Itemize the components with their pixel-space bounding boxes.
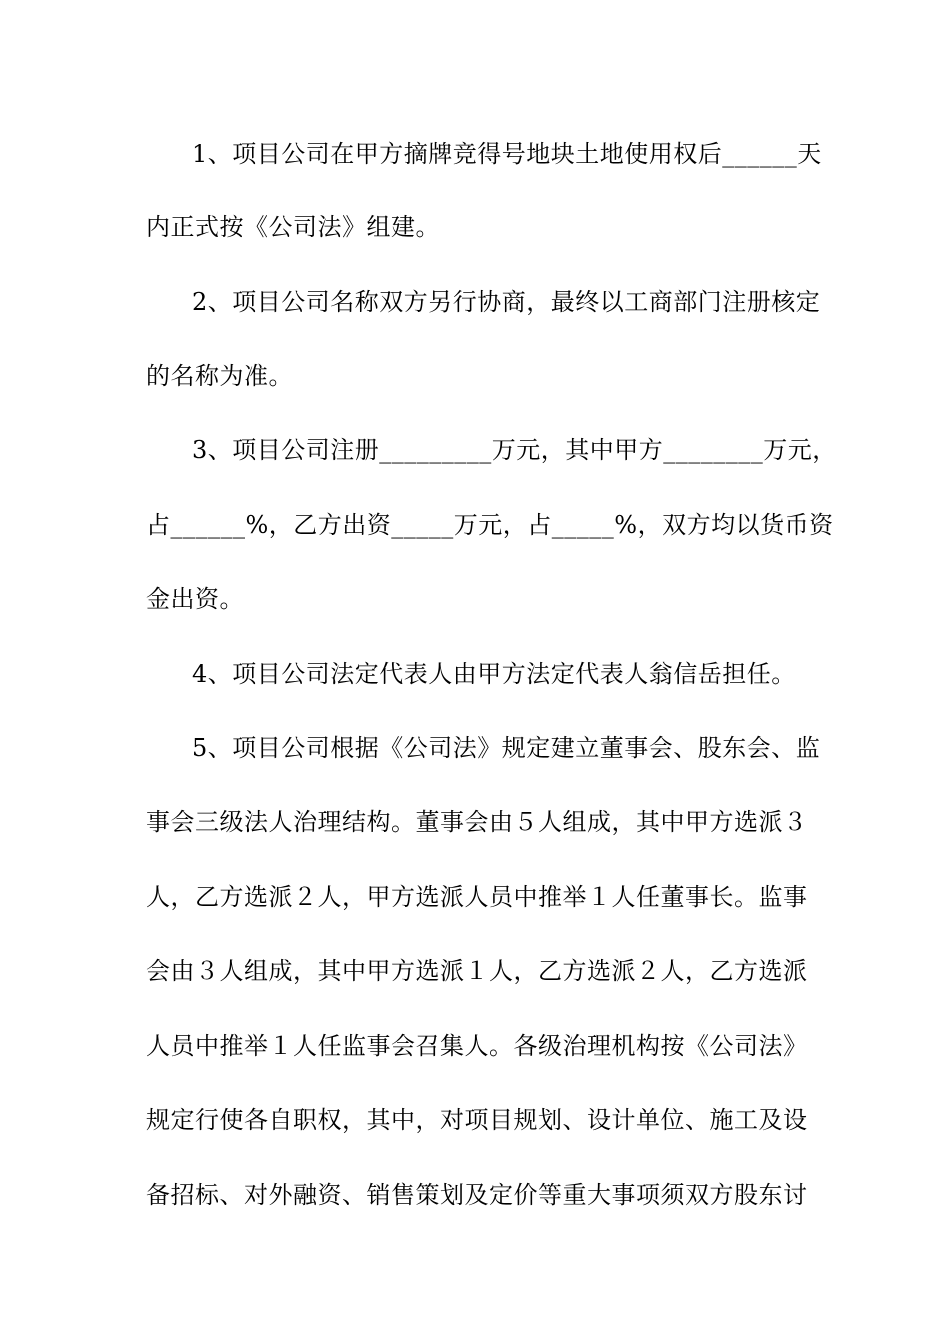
clause-5-line-6: 规定行使各自职权，其中，对项目规划、设计单位、施工及设 [146,1106,808,1134]
clause-5-line-7: 备招标、对外融资、销售策划及定价等重大事项须双方股东讨 [146,1181,808,1209]
clause-3-line-1: 3、项目公司注册_________万元，其中甲方________万元， [192,436,837,464]
clause-1-line-2: 内正式按《公司法》组建。 [146,213,440,241]
clause-4-line-1: 4、项目公司法定代表人由甲方法定代表人翁信岳担任。 [192,660,796,688]
clause-2-line-1: 2、项目公司名称双方另行协商，最终以工商部门注册核定 [192,288,821,316]
clause-5-line-2: 事会三级法人治理结构。董事会由５人组成，其中甲方选派３ [146,808,808,836]
clause-5-line-3: 人，乙方选派２人，甲方选派人员中推举１人任董事长。监事 [146,883,808,911]
clause-5-line-4: 会由３人组成，其中甲方选派１人，乙方选派２人，乙方选派 [146,957,808,985]
clause-1-line-1: 1、项目公司在甲方摘牌竞得号地块土地使用权后______天 [192,140,822,168]
clause-3-line-3: 金出资。 [146,585,244,613]
clause-5-line-5: 人员中推举１人任监事会召集人。各级治理机构按《公司法》 [146,1032,808,1060]
clause-2-line-2: 的名称为准。 [146,362,293,390]
clause-3-line-2: 占______%，乙方出资_____万元，占_____%，双方均以货币资 [146,511,834,539]
clause-5-line-1: 5、项目公司根据《公司法》规定建立董事会、股东会、监 [192,734,821,762]
